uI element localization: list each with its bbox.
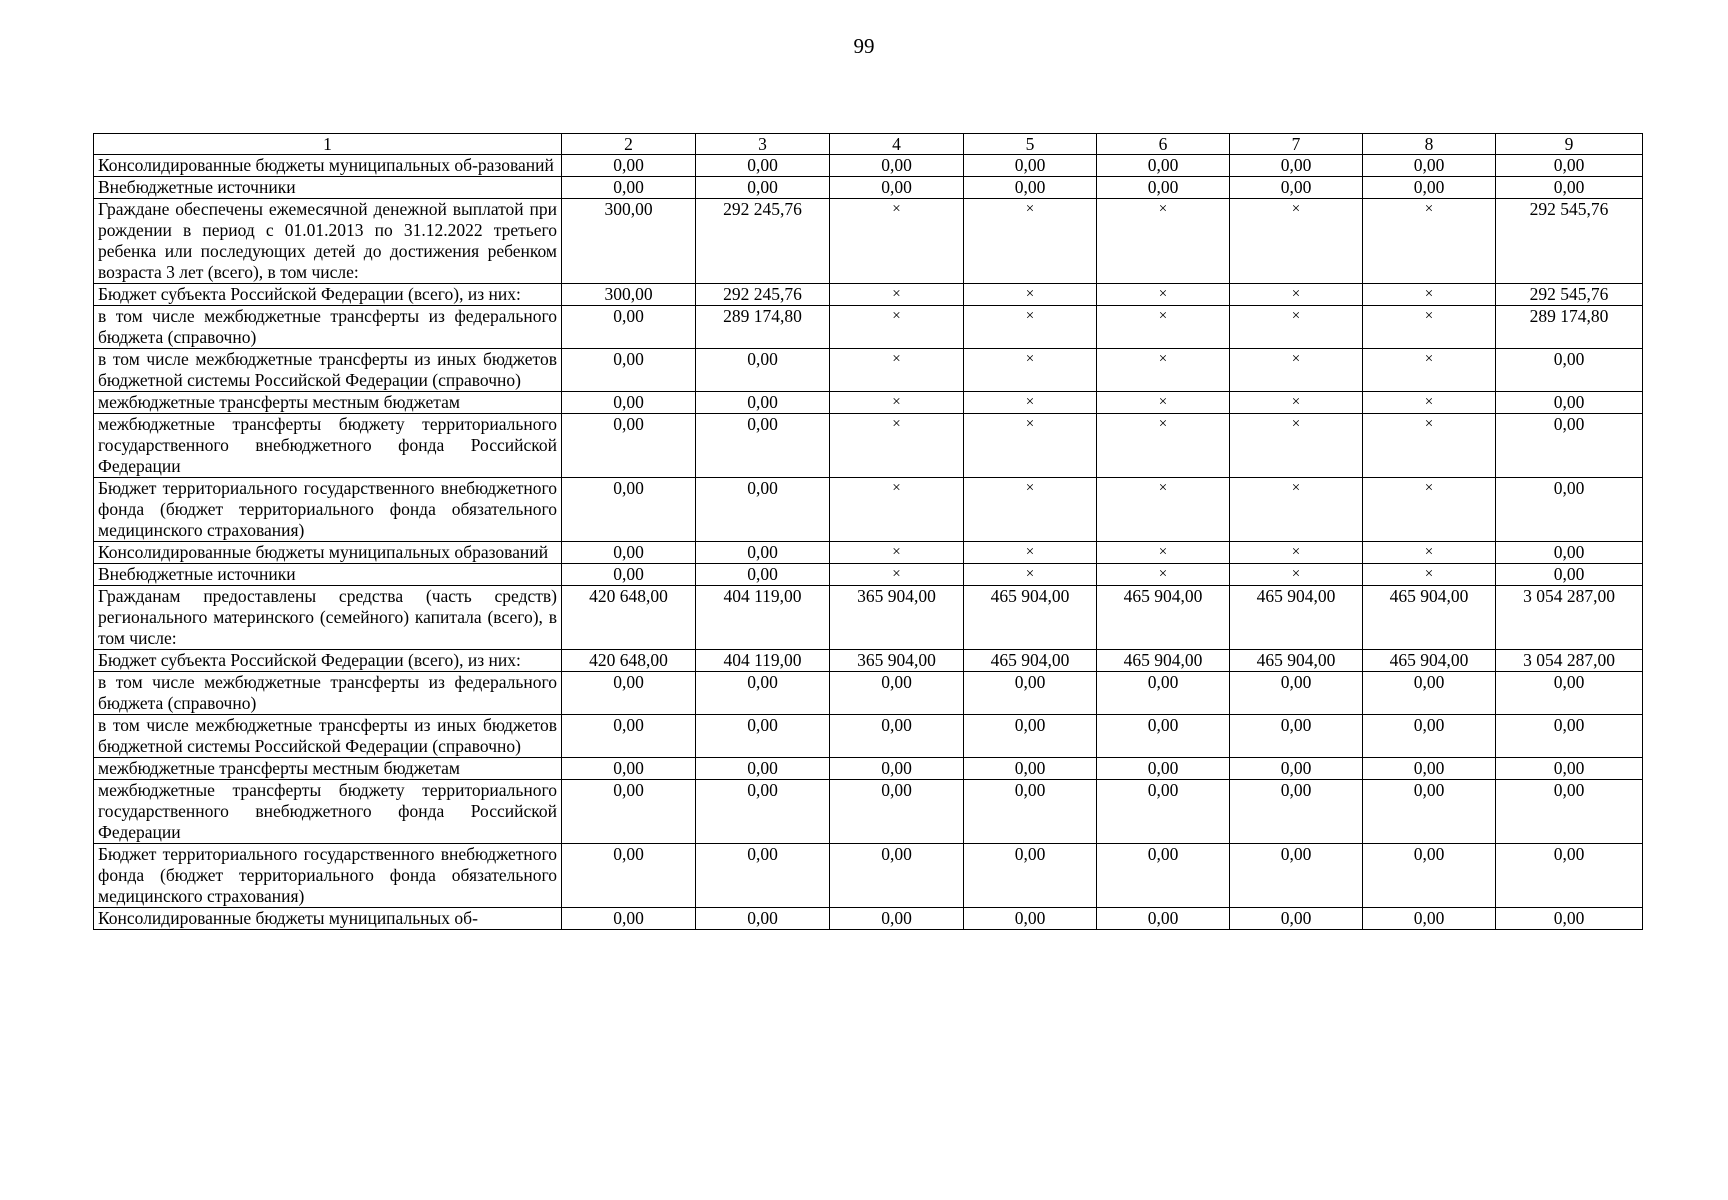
cell-value: × [964, 284, 1097, 306]
cell-value: 0,00 [1363, 177, 1496, 199]
cell-value: 420 648,00 [562, 586, 696, 650]
cell-value: 0,00 [1496, 844, 1643, 908]
cell-value: 0,00 [696, 478, 830, 542]
cell-value: × [964, 564, 1097, 586]
cell-value: × [830, 542, 964, 564]
cell-value: 0,00 [1230, 844, 1363, 908]
cell-value: 0,00 [1097, 780, 1230, 844]
table-row [94, 392, 1643, 414]
cell-value: 0,00 [562, 844, 696, 908]
cell-value: 0,00 [1097, 908, 1230, 930]
cell-value: 0,00 [1363, 844, 1496, 908]
cell-value: 0,00 [1496, 349, 1643, 392]
cell-value: × [964, 542, 1097, 564]
table-row [94, 650, 1643, 672]
cell-value: × [830, 199, 964, 284]
cell-value: 0,00 [1363, 672, 1496, 715]
cell-value: × [1230, 478, 1363, 542]
cell-value: × [964, 392, 1097, 414]
cell-value: × [1097, 392, 1230, 414]
column-header: 5 [964, 134, 1097, 155]
table-row [94, 908, 1643, 930]
row-label: межбюджетные трансферты местным бюджетам [94, 392, 562, 414]
cell-value: 0,00 [1230, 177, 1363, 199]
cell-value: 465 904,00 [964, 650, 1097, 672]
row-label: Внебюджетные источники [94, 564, 562, 586]
cell-value: 0,00 [696, 844, 830, 908]
cell-value: 0,00 [1496, 908, 1643, 930]
cell-value: 0,00 [696, 542, 830, 564]
cell-value: × [964, 478, 1097, 542]
cell-value: 292 545,76 [1496, 199, 1643, 284]
cell-value: 0,00 [1496, 564, 1643, 586]
cell-value: 0,00 [696, 177, 830, 199]
budget-table [93, 133, 1643, 930]
cell-value: × [1230, 349, 1363, 392]
cell-value: × [964, 306, 1097, 349]
column-header: 4 [830, 134, 964, 155]
cell-value: 289 174,80 [696, 306, 830, 349]
table-row [94, 199, 1643, 284]
table-row [94, 672, 1643, 715]
column-header: 1 [94, 134, 562, 155]
cell-value: × [830, 414, 964, 478]
cell-value: 0,00 [1363, 780, 1496, 844]
cell-value: × [830, 306, 964, 349]
cell-value: 0,00 [830, 758, 964, 780]
cell-value: × [1097, 284, 1230, 306]
cell-value: 0,00 [1496, 177, 1643, 199]
cell-value: × [1230, 199, 1363, 284]
cell-value: × [1363, 392, 1496, 414]
cell-value: × [830, 392, 964, 414]
cell-value: × [1097, 542, 1230, 564]
cell-value: 0,00 [1097, 715, 1230, 758]
row-label: Бюджет субъекта Российской Федерации (всего), из них: [94, 284, 562, 306]
cell-value: 465 904,00 [1230, 586, 1363, 650]
cell-value: 3 054 287,00 [1496, 586, 1643, 650]
cell-value: 0,00 [1230, 908, 1363, 930]
cell-value: × [964, 414, 1097, 478]
cell-value: 0,00 [830, 672, 964, 715]
cell-value: 404 119,00 [696, 586, 830, 650]
table-row [94, 758, 1643, 780]
cell-value: 300,00 [562, 284, 696, 306]
cell-value: 0,00 [830, 844, 964, 908]
cell-value: 0,00 [562, 715, 696, 758]
cell-value: 0,00 [562, 478, 696, 542]
cell-value: 0,00 [562, 542, 696, 564]
cell-value: 465 904,00 [1097, 650, 1230, 672]
cell-value: × [1097, 199, 1230, 284]
cell-value: 0,00 [964, 844, 1097, 908]
table-row [94, 155, 1643, 177]
cell-value: 3 054 287,00 [1496, 650, 1643, 672]
cell-value: × [830, 564, 964, 586]
cell-value: × [830, 284, 964, 306]
cell-value: 0,00 [1230, 672, 1363, 715]
cell-value: 0,00 [562, 392, 696, 414]
cell-value: 0,00 [1496, 715, 1643, 758]
cell-value: 0,00 [1097, 177, 1230, 199]
row-label: Бюджет территориального государственного внебюджетного фонда (бюджет территориального фонда обязательного медицинского страхования) [94, 844, 562, 908]
page-number: 99 [853, 34, 875, 58]
cell-value: 0,00 [1496, 672, 1643, 715]
table-row [94, 586, 1643, 650]
row-label: в том числе межбюджетные трансферты из иных бюджетов бюджетной системы Российской Федерации (справочно) [94, 349, 562, 392]
cell-value: 0,00 [1496, 478, 1643, 542]
cell-value: 0,00 [830, 908, 964, 930]
cell-value: 0,00 [830, 155, 964, 177]
row-label: Гражданам предоставлены средства (часть средств) регионального материнского (семейного) капитала (всего), в том числе: [94, 586, 562, 650]
column-header: 6 [1097, 134, 1230, 155]
row-label: межбюджетные трансферты бюджету территориального государственного внебюджетного фонда Российской Федерации [94, 780, 562, 844]
cell-value: 365 904,00 [830, 586, 964, 650]
table-body [94, 155, 1643, 930]
cell-value: × [1230, 564, 1363, 586]
row-label: межбюджетные трансферты местным бюджетам [94, 758, 562, 780]
column-header: 2 [562, 134, 696, 155]
cell-value: 0,00 [964, 758, 1097, 780]
cell-value: × [1230, 284, 1363, 306]
cell-value: 0,00 [964, 715, 1097, 758]
cell-value: 0,00 [1097, 844, 1230, 908]
row-label: Бюджет субъекта Российской Федерации (всего), из них: [94, 650, 562, 672]
cell-value: × [1363, 542, 1496, 564]
cell-value: 0,00 [696, 672, 830, 715]
row-label: Граждане обеспечены ежемесячной денежной выплатой при рождении в период с 01.01.2013 по 31.12.2022 третьего ребенка или последующих детей до достижения ребенком возраста 3 лет (всего), в том числе: [94, 199, 562, 284]
cell-value: × [1363, 306, 1496, 349]
table-row [94, 478, 1643, 542]
cell-value: × [1363, 199, 1496, 284]
cell-value: 420 648,00 [562, 650, 696, 672]
cell-value: 465 904,00 [1363, 586, 1496, 650]
row-label: межбюджетные трансферты бюджету территориального государственного внебюджетного фонда Российской Федерации [94, 414, 562, 478]
cell-value: 0,00 [562, 758, 696, 780]
table-row [94, 414, 1643, 478]
cell-value: 0,00 [964, 780, 1097, 844]
cell-value: 0,00 [964, 155, 1097, 177]
cell-value: 0,00 [696, 392, 830, 414]
column-header: 8 [1363, 134, 1496, 155]
cell-value: 289 174,80 [1496, 306, 1643, 349]
cell-value: 0,00 [1496, 392, 1643, 414]
cell-value: 465 904,00 [1097, 586, 1230, 650]
cell-value: 465 904,00 [1230, 650, 1363, 672]
row-label: Консолидированные бюджеты муниципальных образований [94, 542, 562, 564]
cell-value: 0,00 [696, 715, 830, 758]
cell-value: 0,00 [1230, 715, 1363, 758]
cell-value: 0,00 [562, 564, 696, 586]
table-row [94, 349, 1643, 392]
cell-value: 0,00 [1097, 758, 1230, 780]
cell-value: × [1097, 414, 1230, 478]
cell-value: 0,00 [696, 758, 830, 780]
cell-value: × [1097, 306, 1230, 349]
column-header: 9 [1496, 134, 1643, 155]
cell-value: × [830, 478, 964, 542]
row-label: в том числе межбюджетные трансферты из иных бюджетов бюджетной системы Российской Федерации (справочно) [94, 715, 562, 758]
column-header: 3 [696, 134, 830, 155]
cell-value: 0,00 [562, 177, 696, 199]
cell-value: 0,00 [1363, 758, 1496, 780]
cell-value: × [964, 349, 1097, 392]
cell-value: × [1230, 392, 1363, 414]
row-label: в том числе межбюджетные трансферты из федерального бюджета (справочно) [94, 306, 562, 349]
table-row [94, 542, 1643, 564]
cell-value: 0,00 [964, 908, 1097, 930]
cell-value: 292 545,76 [1496, 284, 1643, 306]
table-row [94, 715, 1643, 758]
cell-value: 465 904,00 [964, 586, 1097, 650]
cell-value: × [1363, 284, 1496, 306]
cell-value: 0,00 [562, 780, 696, 844]
cell-value: × [1363, 414, 1496, 478]
cell-value: 300,00 [562, 199, 696, 284]
table-row [94, 306, 1643, 349]
cell-value: 0,00 [562, 306, 696, 349]
cell-value: × [964, 199, 1097, 284]
cell-value: 0,00 [562, 349, 696, 392]
cell-value: 0,00 [696, 349, 830, 392]
header-row [94, 134, 1643, 155]
row-label: Консолидированные бюджеты муниципальных об- [94, 908, 562, 930]
cell-value: 0,00 [1230, 758, 1363, 780]
cell-value: 365 904,00 [830, 650, 964, 672]
cell-value: 0,00 [696, 155, 830, 177]
cell-value: 0,00 [696, 414, 830, 478]
cell-value: 0,00 [562, 414, 696, 478]
cell-value: 0,00 [1097, 672, 1230, 715]
cell-value: 0,00 [1230, 780, 1363, 844]
cell-value: 0,00 [1230, 155, 1363, 177]
table-row [94, 284, 1643, 306]
cell-value: 404 119,00 [696, 650, 830, 672]
cell-value: × [1230, 542, 1363, 564]
cell-value: × [1097, 564, 1230, 586]
cell-value: 0,00 [696, 908, 830, 930]
table-row [94, 564, 1643, 586]
cell-value: 0,00 [964, 177, 1097, 199]
cell-value: 0,00 [562, 672, 696, 715]
cell-value: 0,00 [696, 780, 830, 844]
cell-value: × [1363, 478, 1496, 542]
cell-value: 0,00 [1097, 155, 1230, 177]
cell-value: × [1230, 306, 1363, 349]
cell-value: 0,00 [1496, 542, 1643, 564]
cell-value: 0,00 [830, 715, 964, 758]
cell-value: 0,00 [562, 155, 696, 177]
cell-value: 0,00 [1496, 155, 1643, 177]
cell-value: 465 904,00 [1363, 650, 1496, 672]
table-row [94, 844, 1643, 908]
table-row [94, 177, 1643, 199]
cell-value: 0,00 [696, 564, 830, 586]
cell-value: × [1363, 564, 1496, 586]
row-label: в том числе межбюджетные трансферты из федерального бюджета (справочно) [94, 672, 562, 715]
cell-value: × [1097, 349, 1230, 392]
column-header: 7 [1230, 134, 1363, 155]
cell-value: 0,00 [1363, 908, 1496, 930]
cell-value: 292 245,76 [696, 199, 830, 284]
cell-value: 0,00 [830, 177, 964, 199]
cell-value: 0,00 [830, 780, 964, 844]
cell-value: 0,00 [1363, 155, 1496, 177]
row-label: Консолидированные бюджеты муниципальных об-разований [94, 155, 562, 177]
cell-value: × [1230, 414, 1363, 478]
cell-value: 0,00 [964, 672, 1097, 715]
cell-value: 0,00 [1363, 715, 1496, 758]
cell-value: × [830, 349, 964, 392]
row-label: Бюджет территориального государственного внебюджетного фонда (бюджет территориального фонда обязательного медицинского страхования) [94, 478, 562, 542]
cell-value: 0,00 [1496, 758, 1643, 780]
cell-value: 0,00 [562, 908, 696, 930]
row-label: Внебюджетные источники [94, 177, 562, 199]
cell-value: × [1097, 478, 1230, 542]
cell-value: 0,00 [1496, 780, 1643, 844]
cell-value: 292 245,76 [696, 284, 830, 306]
cell-value: 0,00 [1496, 414, 1643, 478]
table-row [94, 780, 1643, 844]
cell-value: × [1363, 349, 1496, 392]
